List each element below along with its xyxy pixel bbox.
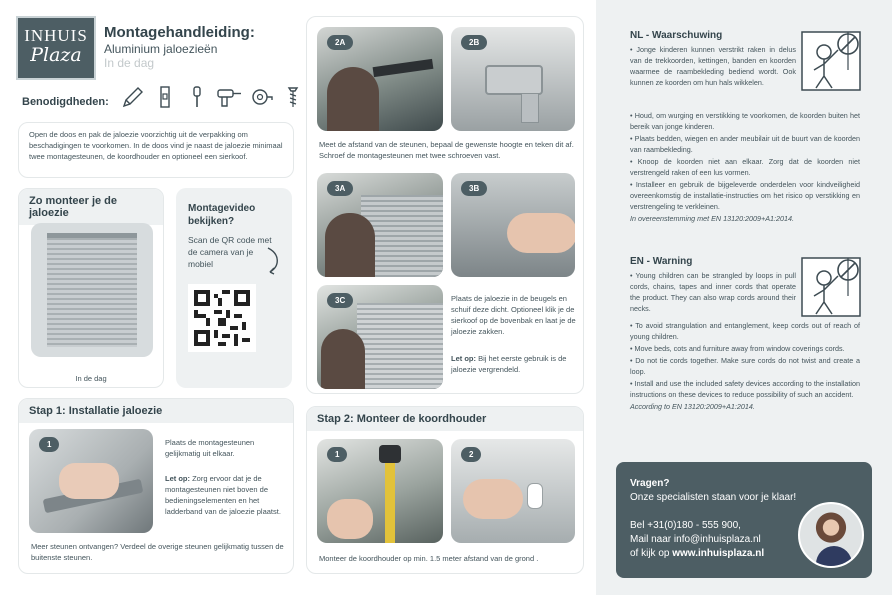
step2-photo-1 (317, 439, 443, 543)
blind-image (31, 223, 153, 357)
step1-text: Plaats de montagesteunen gelijkmatig uit elkaar. (165, 438, 255, 458)
brand-logo (16, 16, 96, 80)
en-warning-title: EN - Warning (630, 256, 693, 267)
badge-3a: 3A (327, 181, 353, 196)
en-conformity: According to EN 13120:2009+A1:2014. (630, 402, 755, 411)
steps2-tip-text: Bij het eerste gebruik is de jaloezie vergrendeld. (451, 354, 567, 374)
badge-3b: 3B (461, 181, 487, 196)
step2-badge-2: 2 (461, 447, 481, 462)
badge-2a: 2A (327, 35, 353, 50)
tools-label: Benodigdheden: (22, 96, 109, 108)
en-warning-item: • Install and use the included safety devices according to the installation instructions on these devices to reduce possibility of such an accident. (630, 379, 860, 399)
nl-warning-item: • Plaats bedden, wiegen en ander meubilair uit de buurt van de koorden van raambekleding. (630, 134, 860, 154)
intro-text: Open de doos en pak de jaloezie voorzichtig uit de verpakking om beschadigingen te voorkomen. In de doos vind je naast de jaloezie minimaal twee montagesteunen, de koordhouder en optioneel een sierkoof. (29, 130, 283, 161)
steps2-tip (451, 353, 577, 375)
screw-icon (280, 84, 306, 110)
badge-2b: 2B (461, 35, 487, 50)
page-title: Montagehandleiding: (104, 24, 255, 41)
screwdriver-icon (184, 84, 210, 110)
step3c-text: Plaats de jaloezie in de beugels en schuif deze dicht. Optioneel klik je de sierkoof op de bovenbak en laat je de jaloezie zakken. (451, 294, 576, 336)
steps-2-3-box (306, 16, 584, 394)
photo-2b (451, 27, 575, 131)
en-warning-list (630, 270, 796, 315)
contact-web-prefix: of kijk op (630, 548, 673, 559)
step2-badge-1: 1 (327, 447, 347, 462)
nl-warning-item: • Jonge kinderen kunnen verstrikt raken in delus van de trekkoorden, kettingen, banden en koorden waarmee de raambekleding bediend wordt. Ook kunnen ze koorden om hun hals wikkelen. (630, 45, 796, 87)
step1-title: Stap 1: Installatie jaloezie (19, 399, 293, 423)
step2-box (306, 406, 584, 574)
step2-caption: Monteer de koordhouder op min. 1.5 meter afstand van de grond . (319, 554, 539, 563)
nl-conformity: In overeenstemming met EN 13120:2009+A1:2014. (630, 214, 795, 223)
logo-line2: Plaza (30, 44, 82, 66)
step2-title: Stap 2: Monteer de koordhouder (307, 407, 583, 431)
step1-badge: 1 (39, 437, 59, 452)
step1-photo (29, 429, 153, 533)
contact-subtitle: Onze specialisten staan voor je klaar! (630, 492, 797, 503)
en-warning-list-wide (630, 320, 860, 413)
en-warning-item: • Do not tie cords together. Make sure cords do not twist and create a loop. (630, 356, 860, 376)
contact-phone[interactable]: Bel +31(0)180 - 555 900, (630, 520, 741, 531)
tools-list (120, 84, 306, 110)
level-icon (152, 84, 178, 110)
tape-measure-icon (248, 84, 274, 110)
photo-3b (451, 173, 575, 277)
en-warning-item: • To avoid strangulation and entanglement, keep cords out of reach of young children. (630, 321, 860, 341)
nl-warning-list (630, 44, 796, 89)
nl-warning-item: • Knoop de koorden niet aan elkaar. Zorg dat de koorden niet verstrengeld raken of een lus vormen. (630, 157, 860, 177)
nl-warning-item: • Installeer en gebruik de bijgeleverde onderdelen voor kindveiligheid overeenkomstig de installatie-instructies om het risico op verstikking en verstrengeling te verkleinen. (630, 180, 860, 211)
video-box-title: Montagevideo bekijken? (188, 203, 256, 227)
mount-box-title: Zo monteer je de jaloezie (19, 189, 163, 225)
logo-line1: INHUIS (24, 26, 88, 45)
qr-code[interactable] (188, 284, 256, 352)
nl-warning-list-wide (630, 110, 860, 225)
steps2-text: Meet de afstand van de steunen, bepaal de gewenste hoogte en teken dit af. Schroef de montagesteunen met twee schroeven vast. (319, 140, 574, 160)
page-subtitle-mount-type: In de dag (104, 56, 155, 70)
contact-title: Vragen? (630, 478, 670, 489)
video-box (176, 188, 292, 388)
step1-footer: Meer steunen ontvangen? Verdeel de overige steunen gelijkmatig tussen de buitenste steunen. (31, 542, 284, 562)
photo-2a (317, 27, 443, 131)
contact-web-line (630, 548, 764, 559)
pencil-icon (120, 84, 146, 110)
mount-box-caption: In de dag (75, 374, 107, 383)
en-warning-item: • Move beds, cots and furniture away from window coverings cords. (630, 344, 845, 353)
badge-3c: 3C (327, 293, 353, 308)
specialist-avatar (798, 502, 864, 568)
page-subtitle: Aluminium jaloezieën (104, 42, 218, 56)
steps2-tip-label: Let op: (451, 354, 476, 363)
step1-box (18, 398, 294, 574)
step1-tip (165, 473, 285, 517)
video-box-text: Scan de QR code met de camera van je mobiel (188, 235, 272, 269)
photo-3c (317, 285, 443, 389)
step2-photo-2 (451, 439, 575, 543)
step1-tip-text: Zorg ervoor dat je de montagesteunen niet boven de bedieningselementen en het ladderband van de jaloezie plaatst. (165, 474, 281, 516)
nl-warning-title: NL - Waarschuwing (630, 30, 723, 41)
mount-box (18, 188, 164, 388)
arrow-icon (262, 246, 284, 276)
contact-box (616, 462, 872, 578)
nl-warning-item: • Houd, om wurging en verstikking te voorkomen, de koorden buiten het bereik van jonge kinderen. (630, 111, 860, 131)
child-cord-warning-icon (800, 30, 862, 92)
drill-icon (216, 84, 242, 110)
step1-tip-label: Let op: (165, 474, 190, 483)
intro-box (18, 122, 294, 178)
photo-3a (317, 173, 443, 277)
child-cord-warning-icon-en (800, 256, 862, 318)
contact-web-link[interactable]: www.inhuisplaza.nl (672, 548, 765, 559)
en-warning-item: • Young children can be strangled by loops in pull cords, chains, tapes and inner cords that operate the product. They can also wrap cords around their necks. (630, 271, 796, 313)
contact-mail[interactable]: Mail naar info@inhuisplaza.nl (630, 534, 761, 545)
